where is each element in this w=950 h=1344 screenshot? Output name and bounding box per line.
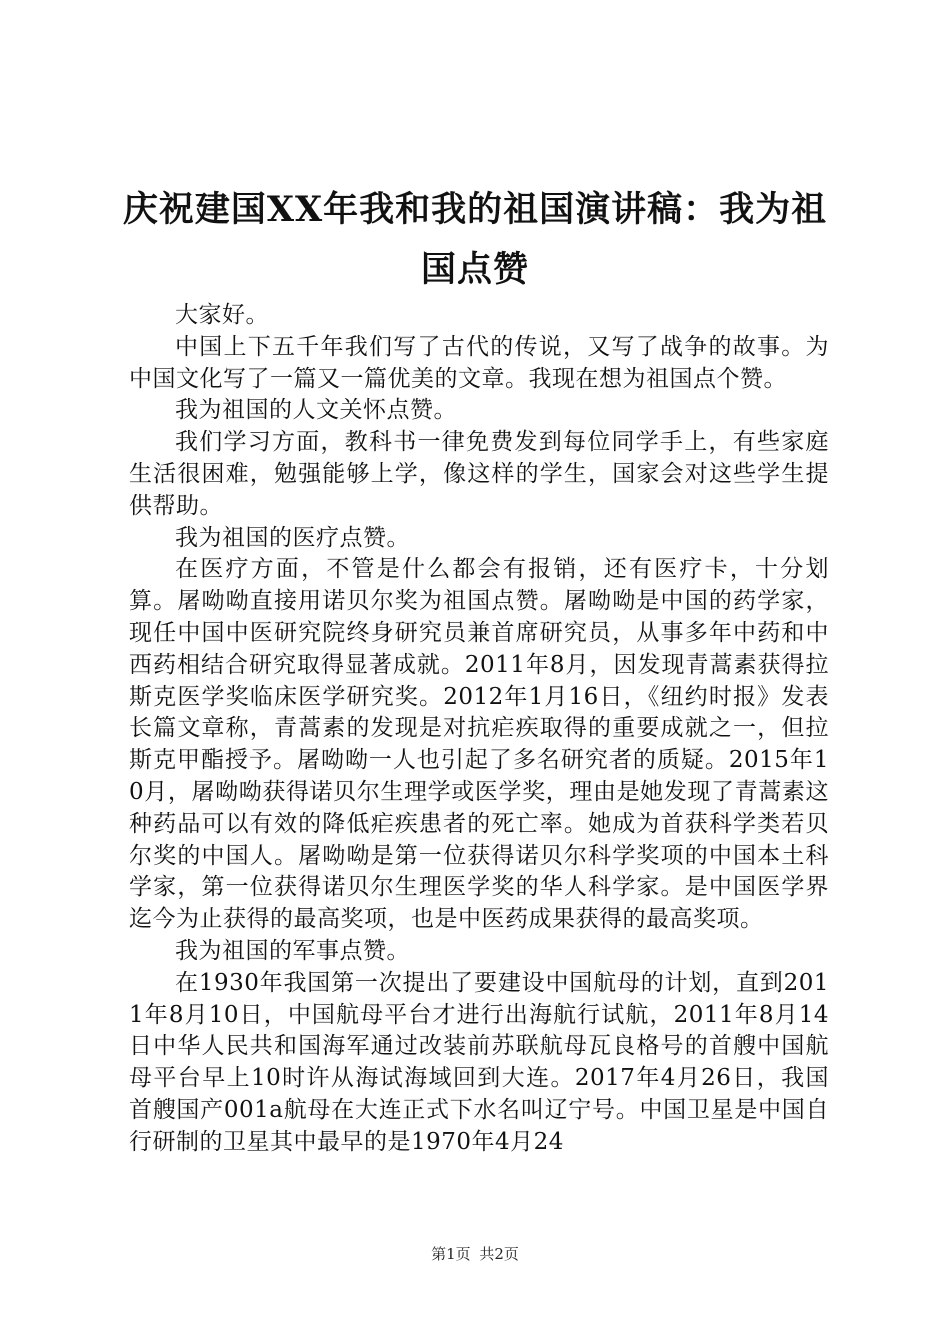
paragraph-education: 我们学习方面，教科书一律免费发到每位同学手上，有些家庭生活很困难，勉强能够上学，像这样的学生，国家会对这些学生提供帮助。 <box>129 429 829 519</box>
paragraph-heading-military: 我为祖国的军事点赞。 <box>175 937 410 964</box>
paragraph-military: 在1930年我国第一次提出了要建设中国航母的计划，直到2011年8月10日，中国航母平台才进行出海航行试航，2011年8月14日中华人民共和国海军通过改装前苏联航母瓦良格号的首艘中国航母平台早上10时许从海试海域回到大连。2017年4月26日，我国首艘国产001a航母在大连正式下水名叫辽宁号。中国卫星是中国自行研制的卫星其中最早的是1970年4月24 <box>129 969 829 1155</box>
page-number-total: 共2页 <box>479 1245 519 1263</box>
document-title: 庆祝建国XX年我和我的祖国演讲稿：我为祖国点赞 <box>122 189 828 290</box>
paragraph-greeting: 大家好。 <box>175 302 269 328</box>
page-footer <box>0 1244 950 1264</box>
paragraph-heading-medical: 我为祖国的医疗点赞。 <box>175 524 410 551</box>
paragraph-heading-humanity: 我为祖国的人文关怀点赞。 <box>175 397 457 424</box>
paragraph-medical: 在医疗方面，不管是什么都会有报销，还有医疗卡，十分划算。屠呦呦直接用诺贝尔奖为祖国点赞。屠呦呦是中国的药学家，现任中国中医研究院终身研究员兼首席研究员，从事多年中药和中西药相结合研究取得显著成就。2011年8月，因发现青蒿素获得拉斯克医学奖临床医学研究奖。2012年1月16日，《纽约时报》发表长篇文章称，青蒿素的发现是对抗疟疾取得的重要成就之一，但拉斯克甲酯授予。屠呦呦一人也引起了多名研究者的质疑。2015年10月，屠呦呦获得诺贝尔生理学或医学奖，理由是她发现了青蒿素这种药品可以有效的降低疟疾患者的死亡率。她成为首获科学类若贝尔奖的中国人。屠呦呦是第一位获得诺贝尔科学奖项的中国本土科学家，第一位获得诺贝尔生理医学奖的华人科学家。是中国医学界迄今为止获得的最高奖项，也是中医药成果获得的最高奖项。 <box>129 556 829 933</box>
page-number-current: 第1页 <box>431 1245 471 1263</box>
paragraph-intro: 中国上下五千年我们写了古代的传说，又写了战争的故事。为中国文化写了一篇又一篇优美的文章。我现在想为祖国点个赞。 <box>129 333 829 392</box>
document-body <box>129 300 829 1159</box>
